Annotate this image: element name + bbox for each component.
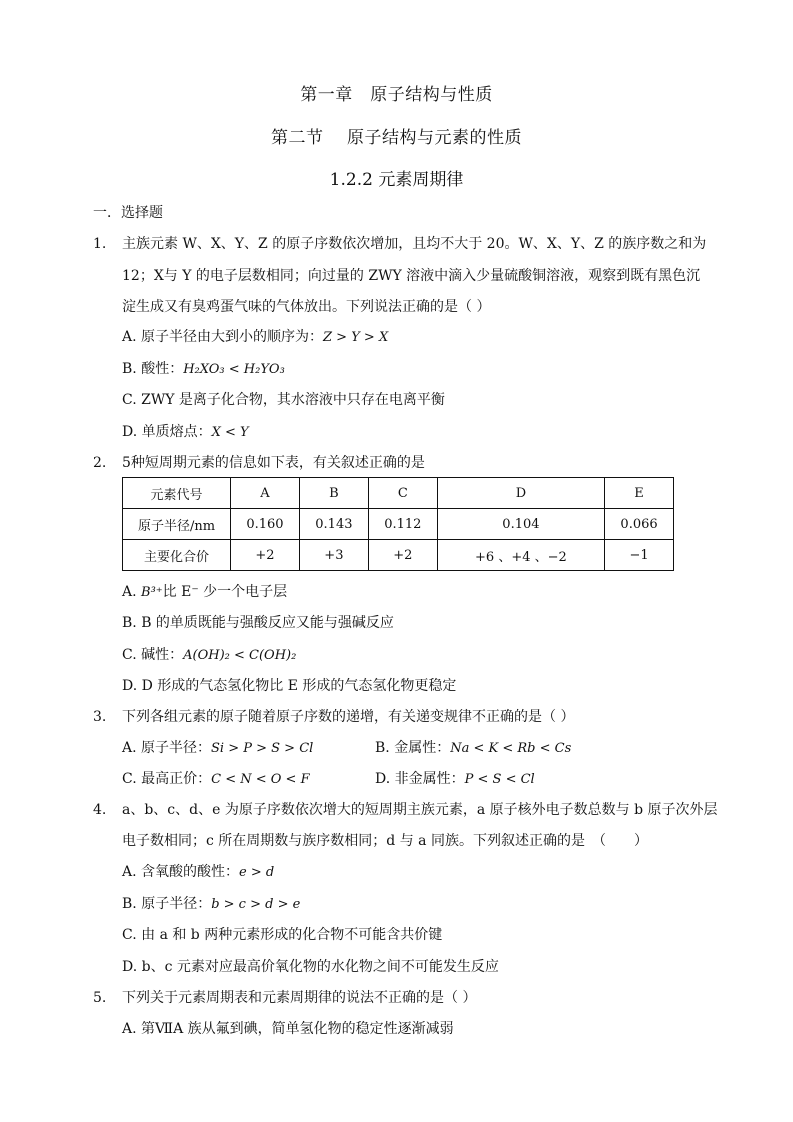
q2-text: 5种短周期元素的信息如下表，有关叙述正确的是 — [122, 455, 425, 471]
q1-number: 1. — [93, 236, 107, 252]
q4-option-b — [122, 894, 300, 915]
table-cell: +3 — [299, 540, 368, 571]
q4-line-2: 电子数相同；c 所在周期数与族序数相同；d 与 a 同族。下列叙述正确的是 （ ） — [122, 833, 648, 849]
q1-line-1: 主族元素 W、X、Y、Z 的原子序数依次增加，且均不大于 20。W、X、Y、Z 的族序数之和为 — [122, 236, 707, 252]
table-cell: +2 — [368, 540, 437, 571]
q1-option-d-math: X < Y — [211, 425, 249, 440]
q4-option-c — [122, 925, 442, 945]
q3-option-d-text: D. 非金属性： — [375, 771, 465, 787]
table-cell: 0.104 — [437, 509, 604, 540]
q3-option-c — [122, 769, 310, 790]
q4-option-a-text: A. 含氧酸的酸性： — [122, 864, 240, 880]
q4-option-a-math: e > d — [239, 865, 275, 880]
q1-option-a-text: A. 原子半径由大到小的顺序为： — [122, 329, 324, 345]
q1-option-a-math: Z > Y > X — [323, 330, 389, 345]
q3-option-c-text: C. 最高正价： — [122, 771, 212, 787]
q4-option-d — [122, 957, 499, 977]
q3-text: 下列各组元素的原子随着原子序数的递增，有关递变规律不正确的是（ ） — [122, 709, 575, 725]
chapter-title: 第一章 原子结构与性质 — [300, 85, 493, 105]
q3-option-d — [375, 769, 535, 790]
q1-option-a — [122, 327, 388, 348]
table-cell: 0.112 — [368, 509, 437, 540]
table-row — [123, 509, 674, 540]
q3-option-a — [122, 738, 313, 759]
q2-option-b-text: B. B 的单质既能与强酸反应又能与强碱反应 — [122, 615, 394, 631]
q1-option-c — [122, 390, 445, 410]
element-info-table — [122, 477, 674, 571]
q3-option-b-text: B. 金属性： — [375, 740, 451, 756]
q5-option-a-text: A. 第ⅦA 族从氟到碘，简单氢化物的稳定性逐渐减弱 — [122, 1021, 454, 1037]
q3-option-c-math: C < N < O < F — [211, 772, 310, 787]
q5-number: 5. — [93, 990, 107, 1006]
q1-option-b-math: H₂XO₃ < H₂YO₃ — [183, 362, 285, 377]
q3-option-a-math: Si > P > S > Cl — [211, 741, 314, 756]
table-header-row — [123, 478, 674, 509]
q5-text: 下列关于元素周期表和元素周期律的说法不正确的是（ ） — [122, 990, 477, 1006]
table-header-cell: D — [437, 478, 604, 509]
q4-option-b-text: B. 原子半径： — [122, 896, 212, 912]
q4-option-c-text: C. 由 a 和 b 两种元素形成的化合物不可能含共价键 — [122, 927, 443, 943]
q1-option-c-text: C. ZWY 是离子化合物，其水溶液中只存在电离平衡 — [122, 392, 445, 408]
q2-option-d — [122, 676, 456, 696]
q3-option-d-math: P < S < Cl — [464, 772, 535, 787]
q1-option-d-text: D. 单质熔点： — [122, 424, 212, 440]
q2-option-c-math: A(OH)₂ < C(OH)₂ — [183, 648, 297, 663]
q3-number: 3. — [93, 709, 107, 725]
table-cell: 主要化合价 — [123, 540, 231, 571]
q2-option-d-text: D. D 形成的气态氢化物比 E 形成的气态氢化物更稳定 — [122, 678, 457, 694]
q2-option-c-text: C. 碱性： — [122, 647, 184, 663]
q2-option-a-prefix: A. — [122, 584, 142, 600]
q1-option-b-text: B. 酸性： — [122, 361, 184, 377]
table-cell: −1 — [605, 540, 674, 571]
q4-option-a — [122, 862, 274, 883]
q4-option-b-math: b > c > d > e — [211, 897, 301, 912]
q1-option-d — [122, 422, 249, 443]
q2-option-c — [122, 645, 296, 666]
table-cell: 0.160 — [231, 509, 300, 540]
q1-line-2: 12；X与 Y 的电子层数相同；向过量的 ZWY 溶液中滴入少量硫酸铜溶液，观察到既有黑色沉 — [122, 268, 701, 284]
table-header-cell: C — [368, 478, 437, 509]
table-header-cell: A — [231, 478, 300, 509]
table-cell: +6 、+4 、−2 — [437, 540, 604, 571]
q4-option-d-text: D. b、c 元素对应最高价氧化物的水化物之间不可能发生反应 — [122, 959, 499, 975]
table-row — [123, 540, 674, 571]
q3-option-a-text: A. 原子半径： — [122, 740, 212, 756]
table-header-cell: E — [605, 478, 674, 509]
q2-option-a-suffix: 比 E⁻ 少一个电子层 — [162, 584, 288, 600]
section-label: 一．选择题 — [93, 205, 163, 221]
table-cell: 0.143 — [299, 509, 368, 540]
table-cell: 原子半径/nm — [123, 509, 231, 540]
section-title: 第二节 原子结构与元素的性质 — [271, 128, 522, 148]
q4-number: 4. — [93, 802, 107, 818]
q5-option-a — [122, 1019, 454, 1039]
table-cell: +2 — [231, 540, 300, 571]
q3-option-b-math: Na < K < Rb < Cs — [450, 741, 572, 756]
q2-option-a-math: B³⁺ — [141, 585, 163, 600]
table-header-cell: B — [299, 478, 368, 509]
q3-option-b — [375, 738, 571, 759]
q4-line-1: a、b、c、d、e 为原子序数依次增大的短周期主族元素，a 原子核外电子数总数与 b 原子次外层 — [122, 802, 718, 818]
q2-option-a — [122, 582, 287, 603]
q2-option-b — [122, 613, 394, 633]
topic-title: 1.2.2 元素周期律 — [329, 170, 464, 190]
table-cell: 0.066 — [605, 509, 674, 540]
q1-option-b — [122, 359, 285, 380]
q2-number: 2. — [93, 455, 107, 471]
table-header-cell: 元素代号 — [123, 478, 231, 509]
q1-line-3: 淀生成又有臭鸡蛋气味的气体放出。下列说法正确的是（ ） — [122, 299, 491, 315]
